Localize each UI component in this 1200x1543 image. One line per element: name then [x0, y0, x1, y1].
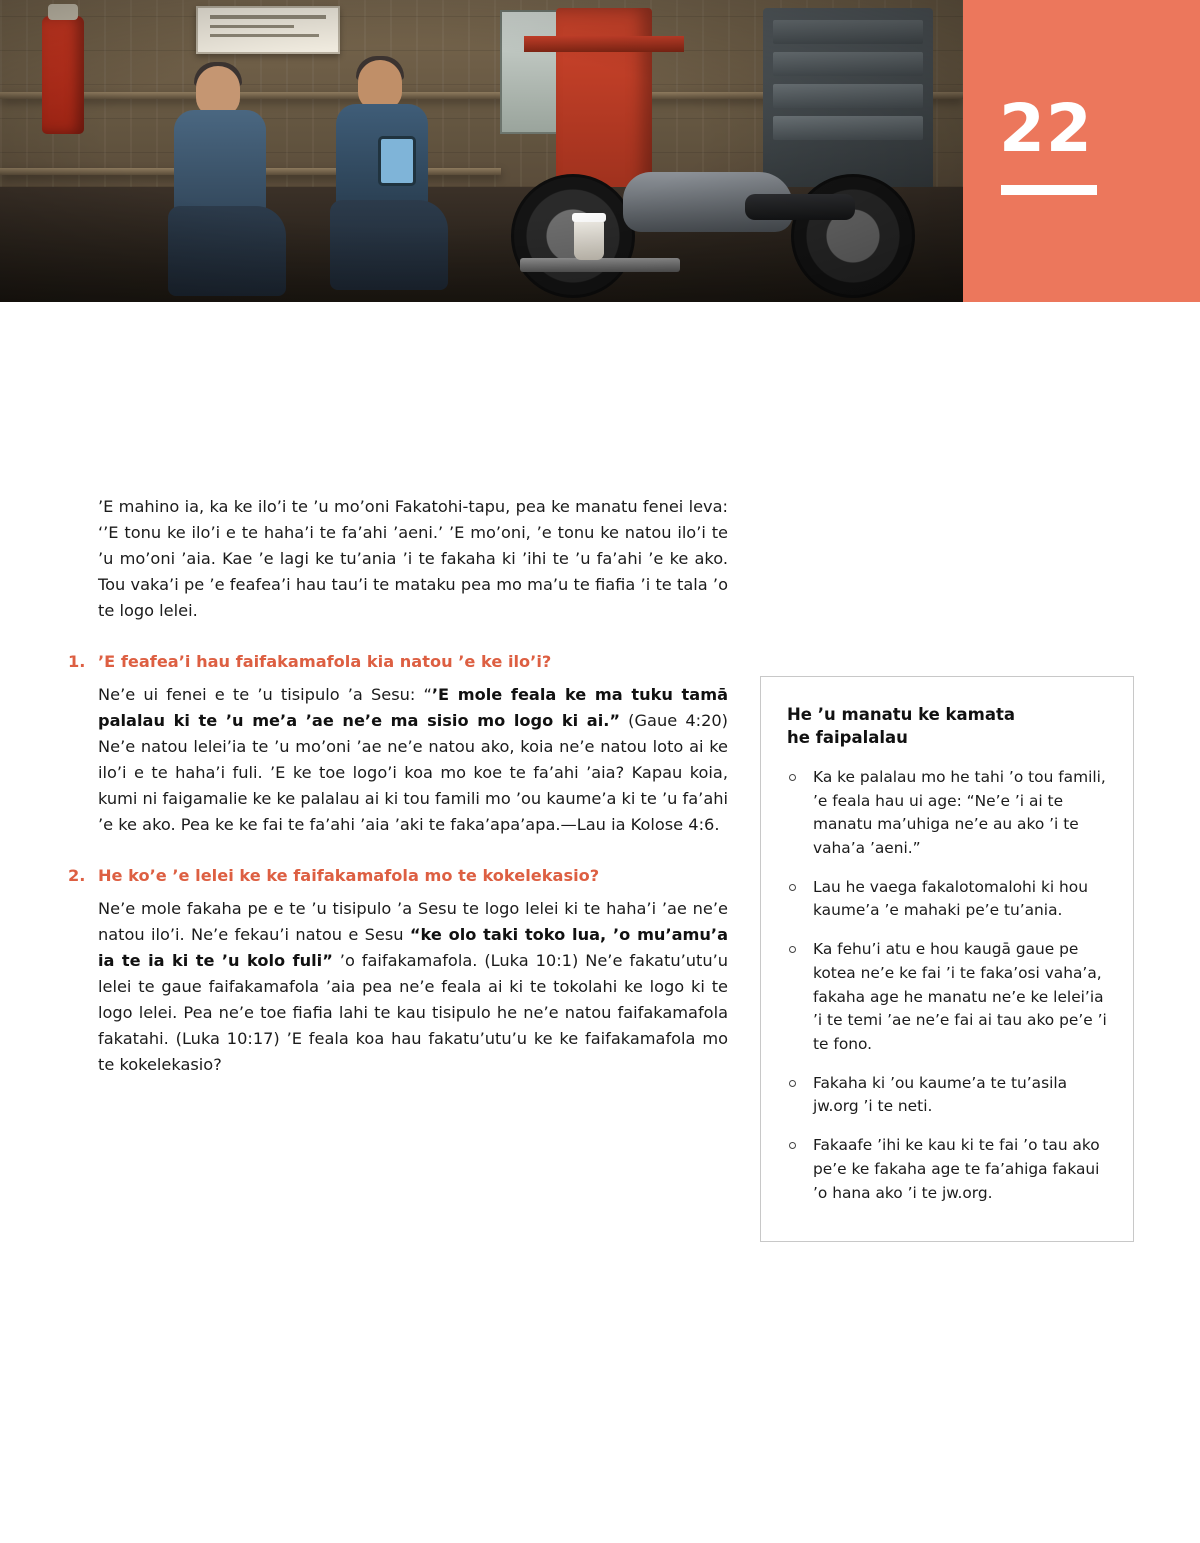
- paragraph-text: ’o faifakamafola. (Luka 10:1) Ne’e fakatu’utu’u lelei te gaue faifakamafola ’aia pea ne’e feala ai ki te tokolahi ke logo ki te logo lelei. Pea ne’e toe fiafia lahi te kau tisipulo he ne’e natou faifakamafola fakatahi. (Luka 10:17) ’E feala koa hau fakatu’utu’u ke ke faifakamafola mo te kokelekasio?: [98, 950, 728, 1074]
- sidebox-list: [787, 766, 1107, 1206]
- sidebox-list-item-text: Ka ke palalau mo he tahi ’o tou famili, ’e feala hau ui age: “Ne’e ’i ai te manatu ma’uhiga ne’e au ako ’i te vaha’a ’aeni.”: [813, 767, 1106, 857]
- quoted-scripture-text: “ke olo taki toko lua, ’o mu’amu’a ia te ia ki te ’u kolo fuli”: [98, 925, 728, 970]
- question-body-2: [98, 896, 728, 1077]
- article-body: [68, 494, 733, 1078]
- sidebox-list-item-text: Fakaha ki ’ou kaume’a te tu’asila jw.org ’i te neti.: [813, 1073, 1068, 1116]
- question-heading-1: [68, 650, 733, 673]
- sidebox-list-item: [787, 938, 1107, 1057]
- paragraph-text: (Gaue 4:20) Ne’e natou lelei’ia te ’u mo’oni ’ae ne’e natou ako, koia ne’e natou loto ai ke ilo’i e te haha’i fuli. ’E ke toe logo’i koa mo koe te fa’ahi ’aia? Kapau koia, kumi ni faigamalie ke ke palalau ai ki tou famili mo ’ou kaume’a ki te ’u fa’ahi ’e ke ako. Pea ke ke fai te fa’ahi ’aia ’aki te faka’apa’apa.—Lau ia Kolose 4:6.: [98, 711, 728, 834]
- circle-bullet-icon: [789, 1142, 796, 1149]
- question-heading-2: [68, 864, 733, 887]
- photo-vignette: [0, 0, 963, 302]
- circle-bullet-icon: [789, 1080, 796, 1087]
- question-body-1: [98, 682, 728, 838]
- hero-banner: [0, 0, 1200, 302]
- sidebox-list-item: [787, 1072, 1107, 1119]
- intro-paragraph: ’E mahino ia, ka ke ilo’i te ’u mo’oni Fakatohi-tapu, pea ke manatu fenei leva: ‘’E tonu ke ilo’i e te haha’i te fa’ahi ’aeni.’ ’E mo’oni, ’e tonu ke natou ilo’i te ’u mo’oni ’aia. Kae ’e lagi ke tu’ania ’i te fakaha ki ’ihi te ’u fa’ahi ’e ke ako. Tou vaka’i pe ’e feafea’i hau tau’i te mataku pea mo ma’u te fiafia ’i te tala ’o te logo lelei.: [98, 497, 728, 620]
- circle-bullet-icon: [789, 774, 796, 781]
- question-number-2: 2.: [68, 865, 86, 885]
- tips-sidebox: [760, 676, 1134, 1242]
- sidebox-list-item-text: Ka fehu’i atu e hou kaugā gaue pe kotea ne’e ke fai ’i te faka’osi vaha’a, fakaha age he manatu ne’e ke lelei’ia ’i te temi ’ae ne’e fai ai tau ako pe’e ’i te fono.: [813, 940, 1107, 1054]
- question-block-2: [68, 864, 733, 1078]
- paragraph-text: Ne’e mole fakaha pe e te ’u tisipulo ’a Sesu te logo lelei ki te haha’i ’ae ne’e natou ilo’i. Ne’e fekau’i natou e Sesu: [98, 899, 728, 945]
- question-block-1: [68, 650, 733, 838]
- sidebox-list-item-text: Lau he vaega fakalotomalohi ki hou kaume’a ’e mahaki pe’e tu’ania.: [813, 877, 1088, 920]
- quoted-scripture-text: ’E mole feala ke ma tuku tamā palalau ki te ’u me’a ’ae ne’e ma sisio mo logo ki ai.”: [98, 685, 729, 731]
- sidebox-list-item: [787, 1134, 1107, 1205]
- lesson-number-underline: [1001, 185, 1097, 195]
- sidebox-list-item: [787, 876, 1107, 923]
- question-number-1: 1.: [68, 651, 86, 671]
- circle-bullet-icon: [789, 884, 796, 891]
- question-heading-text-1: ’E feafea’i hau faifakamafola kia natou ’e ke ilo’i?: [98, 651, 552, 671]
- circle-bullet-icon: [789, 946, 796, 953]
- lesson-number: 22: [999, 90, 1093, 167]
- lesson-number-block: [963, 0, 1200, 302]
- sidebox-list-item: [787, 766, 1107, 861]
- hero-photo: [0, 0, 963, 302]
- question-heading-text-2: He ko’e ’e lelei ke ke faifakamafola mo te kokelekasio?: [98, 865, 600, 885]
- sidebox-list-item-text: Fakaafe ’ihi ke kau ki te fai ’o tau ako pe’e ke fakaha age te fa’ahiga fakaui ’o hana ako ’i te jw.org.: [813, 1136, 1100, 1202]
- paragraph-text: Ne’e ui fenei e te ’u tisipulo ’a Sesu: “: [98, 685, 432, 705]
- sidebox-title: He ’u manatu ke kamata he faipalalau: [787, 705, 1016, 748]
